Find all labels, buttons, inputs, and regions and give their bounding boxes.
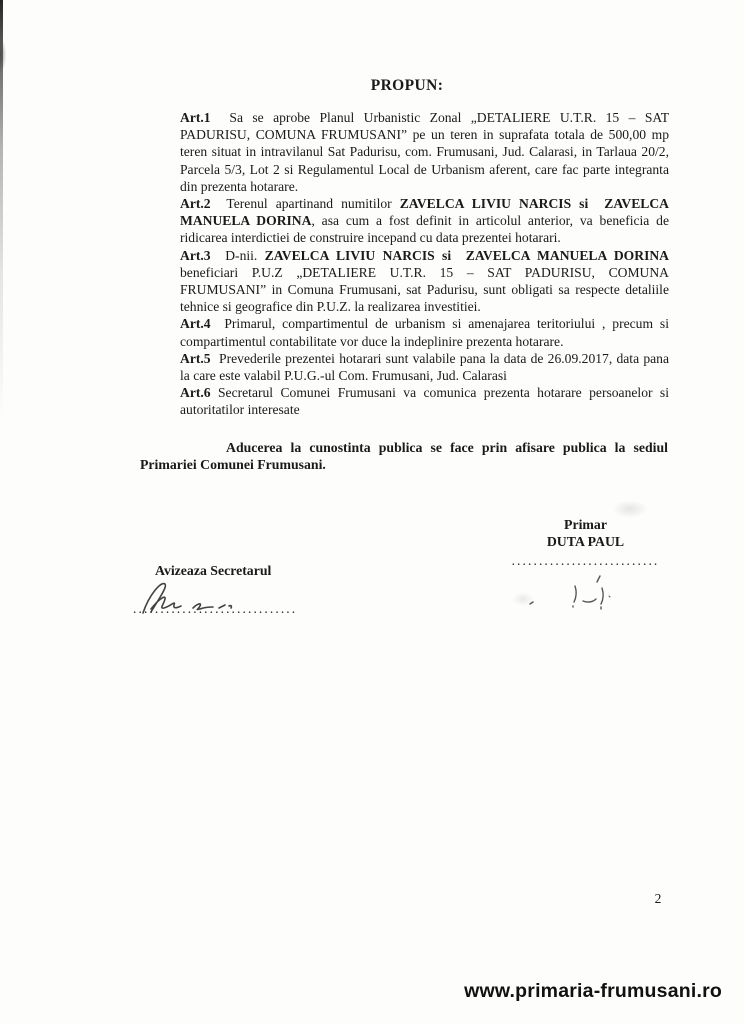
bold-text-run: Art.2: [180, 196, 211, 212]
bold-text-run: ZAVELCA LIVIU NARCIS si ZAVELCA MANUELA DORINA: [264, 247, 669, 263]
website-url-watermark: www.primaria-frumusani.ro: [464, 980, 722, 1002]
document-heading: PROPUN:: [370, 77, 444, 94]
article-paragraph: [180, 247, 673, 316]
text-run: Sa se aprobe Planul Urbanistic Zonal „DETALIERE U.T.R. 15 – SAT PADURISU, COMUNA FRUMUSANI” pe un teren in suprafata totala de 500,00 mp teren situat in intravilanul Sat Padurisu, com. Frumusani, Jud. Calarasi, in Tarlaua 20/2, Parcela 5/3, Lot 2 si Regulamentul Local de Urbanism aferent, care fac parte integranta din prezenta hotarare.: [180, 110, 673, 194]
page-number: 2: [654, 891, 662, 906]
mayor-signature-dotted-line: ...........................: [511, 553, 660, 568]
mayor-handwritten-signature: [505, 566, 655, 618]
mayor-signature-block: [498, 517, 673, 570]
secretary-approval-label: Avizeaza Secretarul: [155, 563, 272, 578]
article-paragraph: [180, 195, 673, 247]
text-run: Secretarul Comunei Frumusani va comunica prezenta hotarare persoanelor si autoritatilor interesate: [180, 385, 673, 418]
bold-text-run: Art.1: [180, 110, 211, 125]
article-paragraph: [180, 350, 673, 384]
secretary-signature-dotted-line: ..............................: [133, 601, 298, 616]
articles-block: [180, 109, 673, 419]
bold-text-run: Art.5: [180, 350, 211, 366]
secretary-handwritten-signature: [133, 577, 298, 622]
text-run: Terenul apartinand numitilor: [210, 196, 400, 212]
bold-text-run: Art.4: [180, 316, 211, 332]
article-paragraph: [180, 384, 673, 418]
mayor-role-label: Primar: [564, 517, 607, 532]
bold-text-run: ZAVELCA LIVIU NARCIS si ZAVELCA MANUELA DORINA: [180, 196, 673, 229]
text-run: beneficiari P.U.Z „DETALIERE U.T.R. 15 – SAT PADURISU, COMUNA FRUMUSANI” in Comuna Frumusani, sat Padurisu, sunt obligati sa respecte detaliile tehnice si geografice din P.U.Z. la realizarea investitiei.: [180, 247, 673, 315]
article-paragraph: [180, 109, 673, 195]
bold-text-run: Art.3: [180, 247, 211, 263]
text-run: D-nii.: [210, 247, 265, 263]
text-run: Primarul, compartimentul de urbanism si amenajarea teritoriului , precum si compartimentul contabilitate vor duce la indeplinire prezenta hotarare.: [180, 316, 673, 349]
article-paragraph: [180, 315, 673, 349]
public-announcement-paragraph: Aducerea la cunostinta publica se face prin afisare publica la sediul Primariei Comunei Frumusani.: [140, 440, 668, 473]
scan-edge-smudge: [0, 38, 6, 72]
mayor-name: DUTA PAUL: [546, 533, 625, 549]
scan-smudge: [612, 500, 648, 518]
text-run: , asa cum a fost definit in articolul anterior, va beneficia de ridicarea interdictiei de construire incepand cu data prezentei hotarari.: [180, 213, 673, 246]
bold-text-run: Art.6: [180, 385, 211, 401]
text-run: Prevederile prezentei hotarari sunt valabile pana la data de 26.09.2017, data pana la care este valabil P.U.G.-ul Com. Frumusani, Jud. Calarasi: [180, 350, 673, 384]
